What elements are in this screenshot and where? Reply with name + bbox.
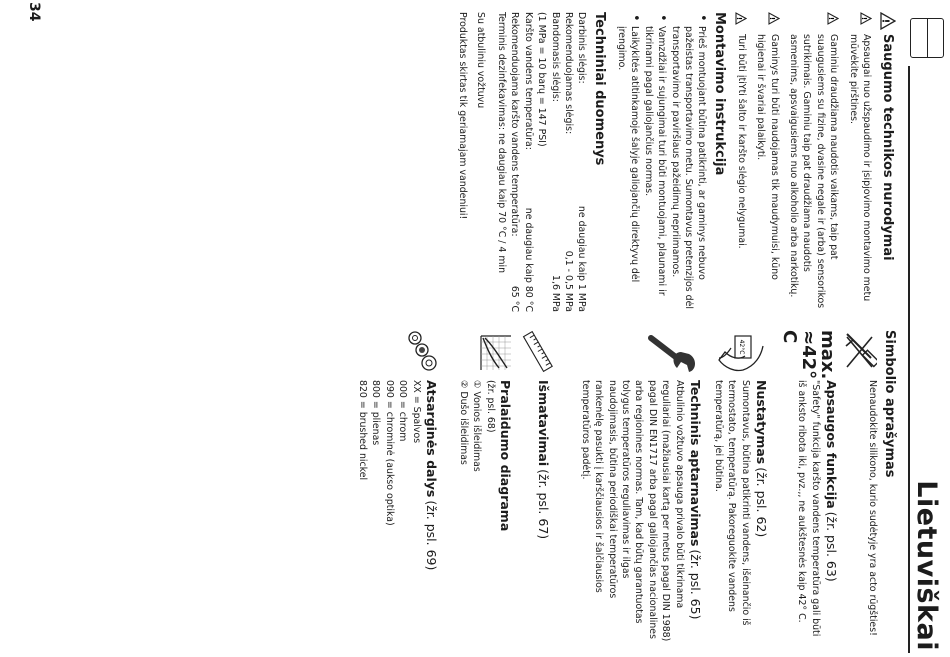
ruler-icon [519,330,555,374]
tech-label: (1 MPa = 10 barų = 147 PSI) [536,12,548,147]
tech-heading: Techniniai duomenys [592,12,608,166]
tech-row [495,12,508,312]
svg-text:!: ! [827,16,836,21]
spare-parts-icon [403,330,439,374]
tech-row [521,12,534,312]
flow-item-2: ② Dušo išleidimas [457,380,469,465]
setting-text: Sumontavus, būtina patikrinti vandens, išeinančio iš termostato, temperatūrą. Pakoreguokite vandens temperatūrą, jei būtina. [712,380,751,626]
finishes-list [356,380,423,645]
install-bullet: • Prieš montuojant būtina patikrinti, ar gaminys nebuvo pažeistas transportavimo metu. Sumontavus pretenzijos dėl transportavimo ir paviršiaus pažeidimų nepriimamos. [668,12,708,312]
tech-row [548,12,561,312]
left-column [452,12,896,312]
svg-text:!: ! [734,16,743,21]
warning-text: Gaminiu draudžiama naudotis vaikams, taip pat suaugusiems su fizine, dvasine negale ir (arba) sensorikos sutrikimais. Gaminiu taip pat draudžiama naudotis asmenims, apsvaigusiems nuo alkoholio arba narkotikų. [787,34,840,309]
dimensions-ref: (žr. psl. 67) [536,469,551,540]
maint-heading: Techninis aptarnavimas [688,380,703,547]
tech-label: Bandomasis slėgis: [549,12,561,102]
svg-text:42°C: 42°C [738,339,745,355]
warning-icon [880,12,896,30]
tech-value: ne daugiau kaip 80 °C [522,207,534,312]
warning-icon [860,12,872,25]
warning-text: Gaminys turi būti naudojamas tik maudymuisi, kūno higienai ir švariai palaikyti. [755,34,780,280]
install-bullet: • Laikykitės atitinkamoje šalyje galiojančių direktyvų dėl įrengimo. [615,12,642,312]
warnings-list [734,12,873,312]
page-title: Lietuviškai [911,480,942,651]
symbol-text: Nenaudokite silikono, kurio sudėtyje yra acto rūgšties! [867,380,878,636]
title-rule [908,66,910,653]
tech-value: 65 °C [509,285,521,312]
flow-item-1: ① Vonios išleidimas [471,380,483,472]
warning-item [787,12,841,312]
tech-label: Rekomenduojama karšto vandens temperatūra: [509,12,521,237]
symbol-heading: Simbolio aprašymas [882,330,897,478]
install-list [615,12,709,312]
safety-heading: Saugumo technikos nurodymai [880,34,895,261]
safety-func-heading: Apsaugos funkcija [824,380,839,509]
warning-icon [735,12,747,25]
tech-row [508,12,521,312]
tech-label: Rekomenduojamas slėgis: [563,12,575,135]
max-temp-label: max. [817,330,838,380]
finish-item: 090 = chrominė (aukso optika) [383,380,395,526]
silicone-gun-icon [843,332,877,372]
tech-value: ne daugiau kaip 1 MPa [576,205,588,312]
language-flag-icon [910,18,944,58]
safety-func-ref: (žr. psl. 63) [824,511,839,582]
tech-value: 1,6 MPa [549,275,561,312]
maint-ref: (žr. psl. 65) [688,549,703,620]
right-column [339,330,898,650]
warning-icon [827,12,839,25]
hand-adjust-icon [717,332,765,374]
safety-func-text: "Safety" funkcija karšto vandens temperatūra gali būti iš anksto ribota iki, pvz.,, ne aukštesnės kaip 42° C. [796,380,821,637]
spare-heading: Atsarginės dalys [424,380,439,498]
page-number: 34 [26,2,42,22]
finish-item: 820 = brushed nickel [356,380,368,481]
warning-text: Apsaugai nuo užspaudimo ir įsipjovimo montavimo metu mūvėkite pirštines. [847,34,872,302]
max-temp-value: ≈42° C [779,330,819,380]
dimensions-heading: Išmatavimai [536,380,551,467]
install-heading: Montavimo instrukcija [712,12,728,176]
note-text: Produktas skirtas tik geriamajam vandeniui! [457,12,469,220]
svg-text:!: ! [880,18,891,24]
finish-item: 800 = plienas [370,380,382,446]
warning-item [754,12,781,312]
warning-item [846,12,873,312]
svg-text:!: ! [860,16,868,21]
wrench-icon [647,332,699,374]
finish-item: XX = Spalvos [410,380,422,444]
flow-diagram-icon [477,332,513,372]
setting-heading: Nustatymas [754,380,769,465]
tech-row [575,12,588,312]
flow-heading: Pralaidumo diagrama [498,380,513,532]
tech-data-table [495,12,589,312]
warning-icon [768,12,780,25]
install-bullet: • Vamzdžiai ir sujungimai turi būti montuojami, plaunami ir tikrinami pagal galiojančius normas. [641,12,668,312]
tech-row [562,12,575,312]
tech-value: 0,1 - 0,5 MPa [563,250,575,312]
tech-label: Karšto vandens temperatūra: [522,12,534,150]
tech-label: Terminis dezinfekavimas: ne daugiau kaip 70 °C / 4 min [496,12,508,274]
svg-text:!: ! [767,16,776,21]
safety-heading-row [879,12,896,312]
note-text: Su atbuliniu vožtuvu [474,12,486,109]
warning-item [734,12,747,312]
setting-ref: (žr. psl. 62) [754,467,769,538]
notes [456,12,487,312]
flow-ref: (žr. psl. 68) [484,380,496,433]
maint-text: Atbulinio vožtuvo apsauga privalo būti tikrinama reguliariai (mažiausiai kartą per metus pagal DIN 1988) pagal DIN EN1717 arba pagal galiojančias nacionalines arba regionines normas. Tam, kad būtų garantuotas tolygus temperatūros reguliavimas ir ilgas naudojimasis, būtina periodiškai temperatūros rankenėlę pasukti į karščiausios ir šalčiausios temperatūros padėtį. [579,380,685,642]
spare-ref: (žr. psl. 69) [424,500,439,571]
finish-item: 000 = chrom [397,380,409,442]
tech-row [535,12,548,312]
tech-label: Darbinis slėgis: [576,12,588,84]
warning-text: Turi būti įtiYti šalto ir karšto slėgio nelygumai. [735,34,747,249]
